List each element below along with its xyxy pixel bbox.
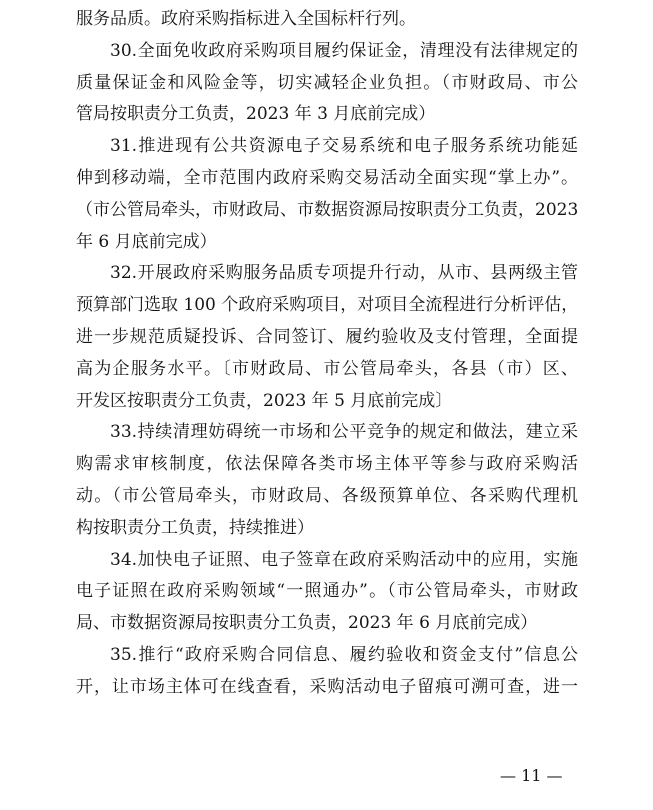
paragraph-item-32	[76, 258, 578, 417]
text-line: （市公管局牵头，市财政局、市数据资源局按职责分工负责，2023	[76, 199, 579, 220]
text-line: 32.开展政府采购服务品质专项提升行动，从市、县两级主管	[110, 263, 578, 284]
text-line: 进一步规范质疑投诉、合同签订、履约验收及支付管理，全面提	[76, 326, 578, 347]
text-line: 年 6 月底前完成）	[76, 231, 217, 252]
page-number: — 11 —	[500, 766, 563, 785]
document-body	[76, 4, 578, 704]
paragraph-item-30	[76, 36, 578, 131]
text-line: 开发区按职责分工负责，2023 年 5 月底前完成〕	[76, 390, 453, 411]
text-line: 管局按职责分工负责，2023 年 3 月底前完成）	[76, 104, 436, 125]
paragraph-item-34	[76, 545, 578, 640]
text-line: 34.加快电子证照、电子签章在政府采购活动中的应用，实施	[110, 549, 578, 570]
text-line: 31.推进现有公共资源电子交易系统和电子服务系统功能延	[110, 136, 578, 157]
paragraph-item-33	[76, 417, 578, 544]
text-line: 动。（市公管局牵头，市财政局、各级预算单位、各采购代理机	[76, 485, 578, 506]
text-line: 质量保证金和风险金等，切实减轻企业负担。（市财政局、市公	[76, 72, 578, 93]
text-line: 开，让市场主体可在线查看，采购活动电子留痕可溯可查，进一	[76, 676, 578, 697]
paragraph-item-35	[76, 640, 578, 704]
text-line: 购需求审核制度，依法保障各类市场主体平等参与政府采购活	[76, 454, 578, 475]
paragraph-item-31	[76, 131, 578, 258]
text-line: 30.全面免收政府采购项目履约保证金，清理没有法律规定的	[110, 40, 578, 61]
text-line: 伸到移动端，全市范围内政府采购交易活动全面实现“掌上办”。	[76, 167, 578, 188]
text-line: 构按职责分工负责，持续推进）	[76, 517, 314, 538]
text-line: 预算部门选取 100 个政府采购项目，对项目全流程进行分析评估，	[76, 295, 579, 316]
text-line: 局、市数据资源局按职责分工负责，2023 年 6 月底前完成）	[76, 613, 538, 634]
paragraph-item-29-tail	[76, 4, 578, 36]
text-line: 电子证照在政府采购领域“一照通办”。（市公管局牵头，市财政	[76, 581, 578, 602]
text-line: 服务品质。政府采购指标进入全国标杆行列。	[76, 9, 416, 29]
text-line: 33.持续清理妨碍统一市场和公平竞争的规定和做法，建立采	[110, 422, 578, 443]
text-line: 35.推行“政府采购合同信息、履约验收和资金支付”信息公	[110, 644, 578, 665]
text-line: 高为企服务水平。〔市财政局、市公管局牵头，各县（市）区、	[76, 358, 578, 379]
